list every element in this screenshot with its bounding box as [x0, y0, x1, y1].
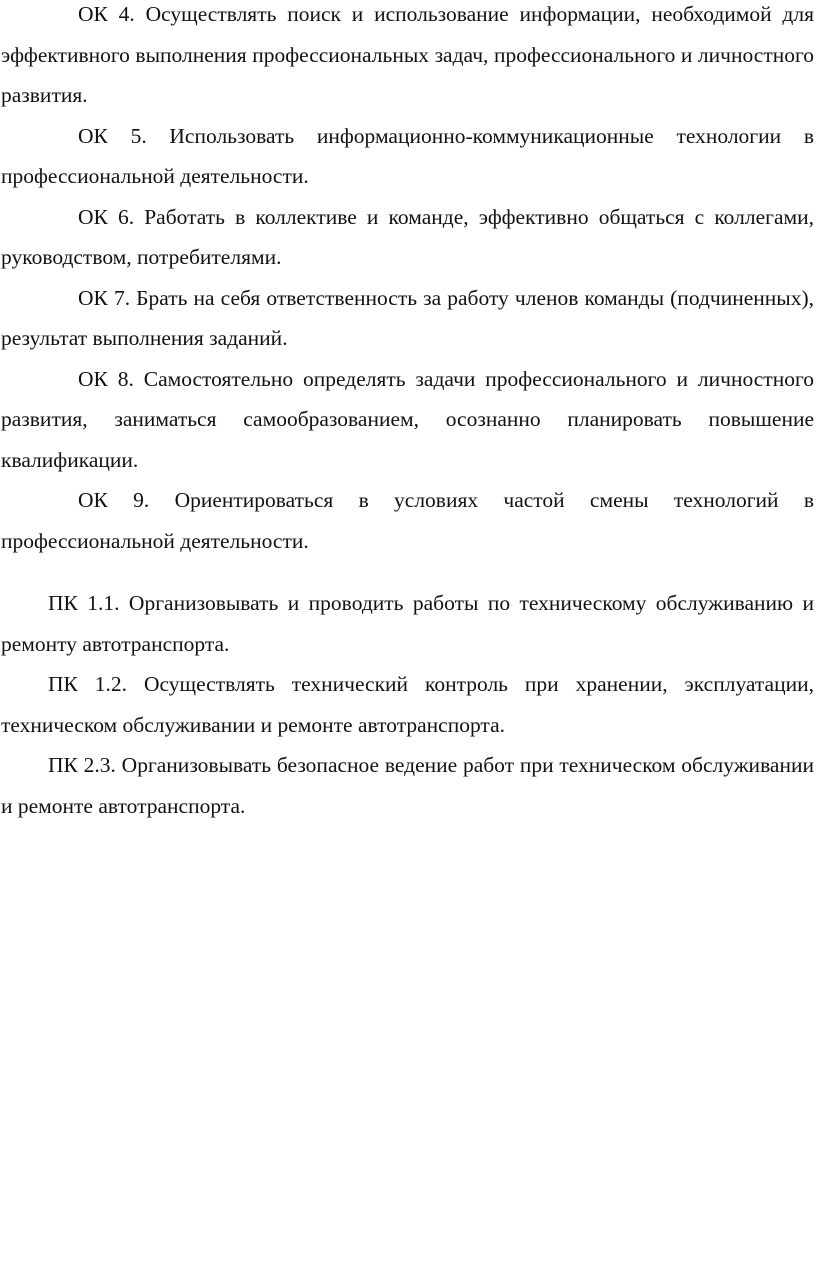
competency-pk-1-2: ПК 1.2. Осуществлять технический контроль при хранении, эксплуатации, техническом обслуживании и ремонте автотранспорта.	[1, 672, 814, 737]
competency-ok-6: ОК 6. Работать в коллективе и команде, эффективно общаться с коллегами, руководством, потребителями.	[1, 204, 814, 269]
professional-competencies-list	[1, 583, 814, 826]
competency-ok-8: ОК 8. Самостоятельно определять задачи профессионального и личностного развития, заниматься самообразованием, осознанно планировать повышение квалификации.	[1, 366, 814, 472]
competency-ok-4: ОК 4. Осуществлять поиск и использование информации, необходимой для эффективного выполнения профессиональных задач, профессионального и личностного развития.	[1, 2, 814, 107]
competency-ok-5: ОК 5. Использовать информационно-коммуникационные технологии в профессиональной деятельности.	[1, 123, 814, 188]
competency-pk-2-3: ПК 2.3. Организовывать безопасное ведение работ при техническом обслуживании и ремонте автотранспорта.	[1, 753, 814, 818]
general-competencies-list	[1, 0, 814, 561]
competency-ok-9: ОК 9. Ориентироваться в условиях частой смены технологий в профессиональной деятельности.	[1, 488, 814, 553]
competency-ok-7: ОК 7. Брать на себя ответственность за работу членов команды (подчиненных), результат выполнения заданий.	[1, 285, 814, 350]
competency-pk-1-1: ПК 1.1. Организовывать и проводить работы по техническому обслуживанию и ремонту автотранспорта.	[1, 591, 814, 656]
